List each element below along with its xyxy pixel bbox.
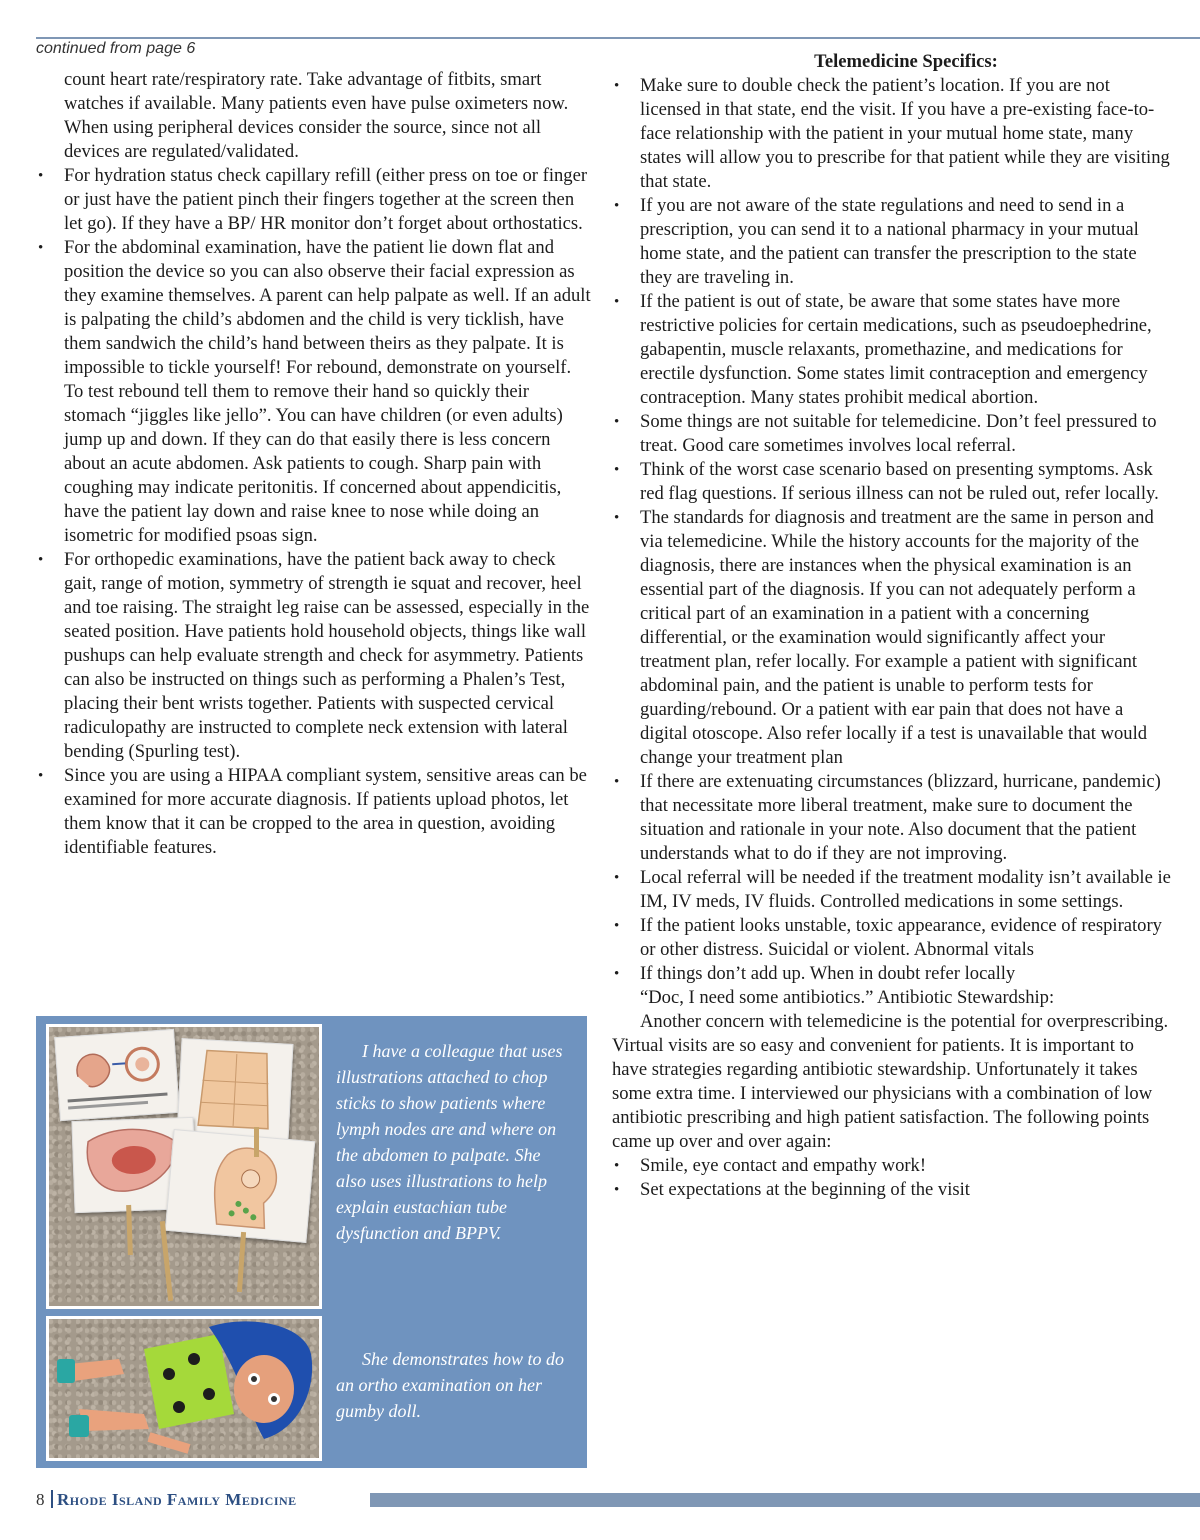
- list-item: • Make sure to double check the patient’s location. If you are not licensed in that state, end the visit. If you have a pre-existing face-to-face relationship with the patient in your mutual home state, many states will allow you to prescribe for that patient while they are visiting that state.: [612, 74, 1172, 194]
- publication-name: Rhode Island Family Medicine: [57, 1490, 297, 1509]
- ear-illustration-card: [54, 1029, 180, 1121]
- list-item: • For the abdominal examination, have the patient lie down flat and position the device so you can also observe their facial expression as they examine themselves. A parent can help palpate as well. If an adult is palpating the child’s abdomen and the child is very ticklish, have them sandwich the child’s hand between theirs as they palpate. It is impossible to tickle yourself! For rebound, demonstrate on yourself. To test rebound tell them to remove their hand so quickly their stomach “jiggles like jello”. You can have children (or even adults) jump up and down. If they can do that easily there is less concern about an acute abdomen. Ask patients to cough. Sharp pain with coughing may indicate peritonitis. If concerned about appendicitis, have the patient lay down and raise knee to nose while doing an isometric for modified psoas sign.: [36, 236, 592, 548]
- list-item: • If things don’t add up. When in doubt refer locally: [612, 962, 1172, 986]
- list-item: • Since you are using a HIPAA compliant system, sensitive areas can be examined for more accurate diagnosis. If patients upload photos, let them know that it can be cropped to the area in question, avoiding identifiable features.: [36, 764, 592, 860]
- list-item: • Some things are not suitable for telemedicine. Don’t feel pressured to treat. Good care sometimes involves local referral.: [612, 410, 1172, 458]
- list-item: • For orthopedic examinations, have the patient back away to check gait, range of motion, symmetry of strength ie squat and recover, heel and toe raising. The straight leg raise can be assessed, especially in the seated position. Have patients hold household objects, things like wall pushups can help evaluate strength and check for asymmetry. Patients can also be instructed on things such as performing a Phalen’s Test, placing their bent wrists together. Patients with suspected cervical radiculopathy are instructed to complete neck extension with lateral bending (Spurling test).: [36, 548, 592, 764]
- list-item: • The standards for diagnosis and treatment are the same in person and via telemedicine. While the history accounts for the majority of the diagnosis, there are instances when the physical examination is an essential part of the diagnosis. If you can not adequately perform a critical part of an examination in a patient with a concerning differential, or the examination would significantly affect your treatment plan, refer locally. For example a patient with significant abdominal pain, and the patient is unable to perform tests for guarding/rebound. Or a patient with ear pain that does not have a digital otoscope. Also refer locally if a test is unavailable that would change your treatment plan: [612, 506, 1172, 770]
- sidebar-caption-2: She demonstrates how to do an ortho examination on her gumby doll.: [336, 1349, 564, 1421]
- abdomen-illustration-card: [177, 1038, 294, 1141]
- footer-rule: [370, 1493, 1200, 1507]
- doll-figure: [49, 1319, 319, 1459]
- section-title: Telemedicine Specifics:: [814, 51, 998, 72]
- list-item: • If the patient is out of state, be aware that some states have more restrictive policies for certain medications, such as pseudoephedrine, gabapentin, muscle relaxants, promethazine, and medications for erectile dysfunction. Some states limit contraception and emergency contraception. Many states prohibit medical abortion.: [612, 290, 1172, 410]
- left-column: [36, 68, 592, 860]
- list-item: • If you are not aware of the state regulations and need to send in a prescription, you can send it to a national pharmacy in your mutual home state, and the patient can transfer the prescription to the state they are traveling in.: [612, 194, 1172, 290]
- telemedicine-specifics-list: [612, 74, 1172, 986]
- list-item: • For hydration status check capillary refill (either press on toe or finger or just have the patient pinch their fingers together at the screen then let go). If they have a BP/ HR monitor don’t forget about orthostatics.: [36, 164, 592, 236]
- photo-sidebar: [36, 1016, 587, 1468]
- stewardship-paragraph: Another concern with telemedicine is the potential for overprescribing. Virtual visits are so easy and convenient for patients. It is important to have strategies regarding antibiotic stewardship. Unfortunately it takes some extra time. I interviewed our physicians with a combination of low antibiotic prescribing and high patient satisfaction. The following points came up over and over again:: [612, 1011, 1169, 1152]
- right-column: [612, 50, 1172, 1202]
- page-footer: [36, 1490, 297, 1510]
- doll-photo: [46, 1316, 322, 1461]
- stewardship-subheading: “Doc, I need some antibiotics.” Antibiotic Stewardship:: [640, 987, 1055, 1008]
- footer-divider: [51, 1490, 53, 1508]
- stewardship-points-list: [612, 1154, 1172, 1202]
- list-item: • Think of the worst case scenario based on presenting symptoms. Ask red flag questions. If serious illness can not be ruled out, refer locally.: [612, 458, 1172, 506]
- illustration-sticks-photo: [46, 1024, 322, 1309]
- intro-paragraph: count heart rate/respiratory rate. Take advantage of fitbits, smart watches if available. Many patients even have pulse oximeters now. When using peripheral devices consider the source, since not all devices are regulated/validated.: [64, 69, 569, 162]
- top-rule: [36, 37, 1200, 39]
- list-item: • Set expectations at the beginning of the visit: [612, 1178, 1172, 1202]
- page-number: 8: [36, 1490, 45, 1509]
- list-item: • Local referral will be needed if the treatment modality isn’t available ie IM, IV meds, IV fluids. Controlled medications in some settings.: [612, 866, 1172, 914]
- list-item: • If the patient looks unstable, toxic appearance, evidence of respiratory or other distress. Suicidal or violent. Abnormal vitals: [612, 914, 1172, 962]
- sidebar-caption-1: I have a colleague that uses illustrations attached to chop sticks to show patients where lymph nodes are and where on the abdomen to palpate. She also uses illustrations to help explain eustachian tube dysfunction and BPPV.: [336, 1041, 563, 1243]
- list-item: • If there are extenuating circumstances (blizzard, hurricane, pandemic) that necessitate more liberal treatment, make sure to document the situation and rationale in your note. Also document that the patient understands what to do if they are not improving.: [612, 770, 1172, 866]
- continued-note: continued from page 6: [36, 40, 196, 57]
- list-item: • Smile, eye contact and empathy work!: [612, 1154, 1172, 1178]
- neck-lymph-illustration-card: [165, 1129, 315, 1243]
- exam-tips-list: [36, 164, 592, 860]
